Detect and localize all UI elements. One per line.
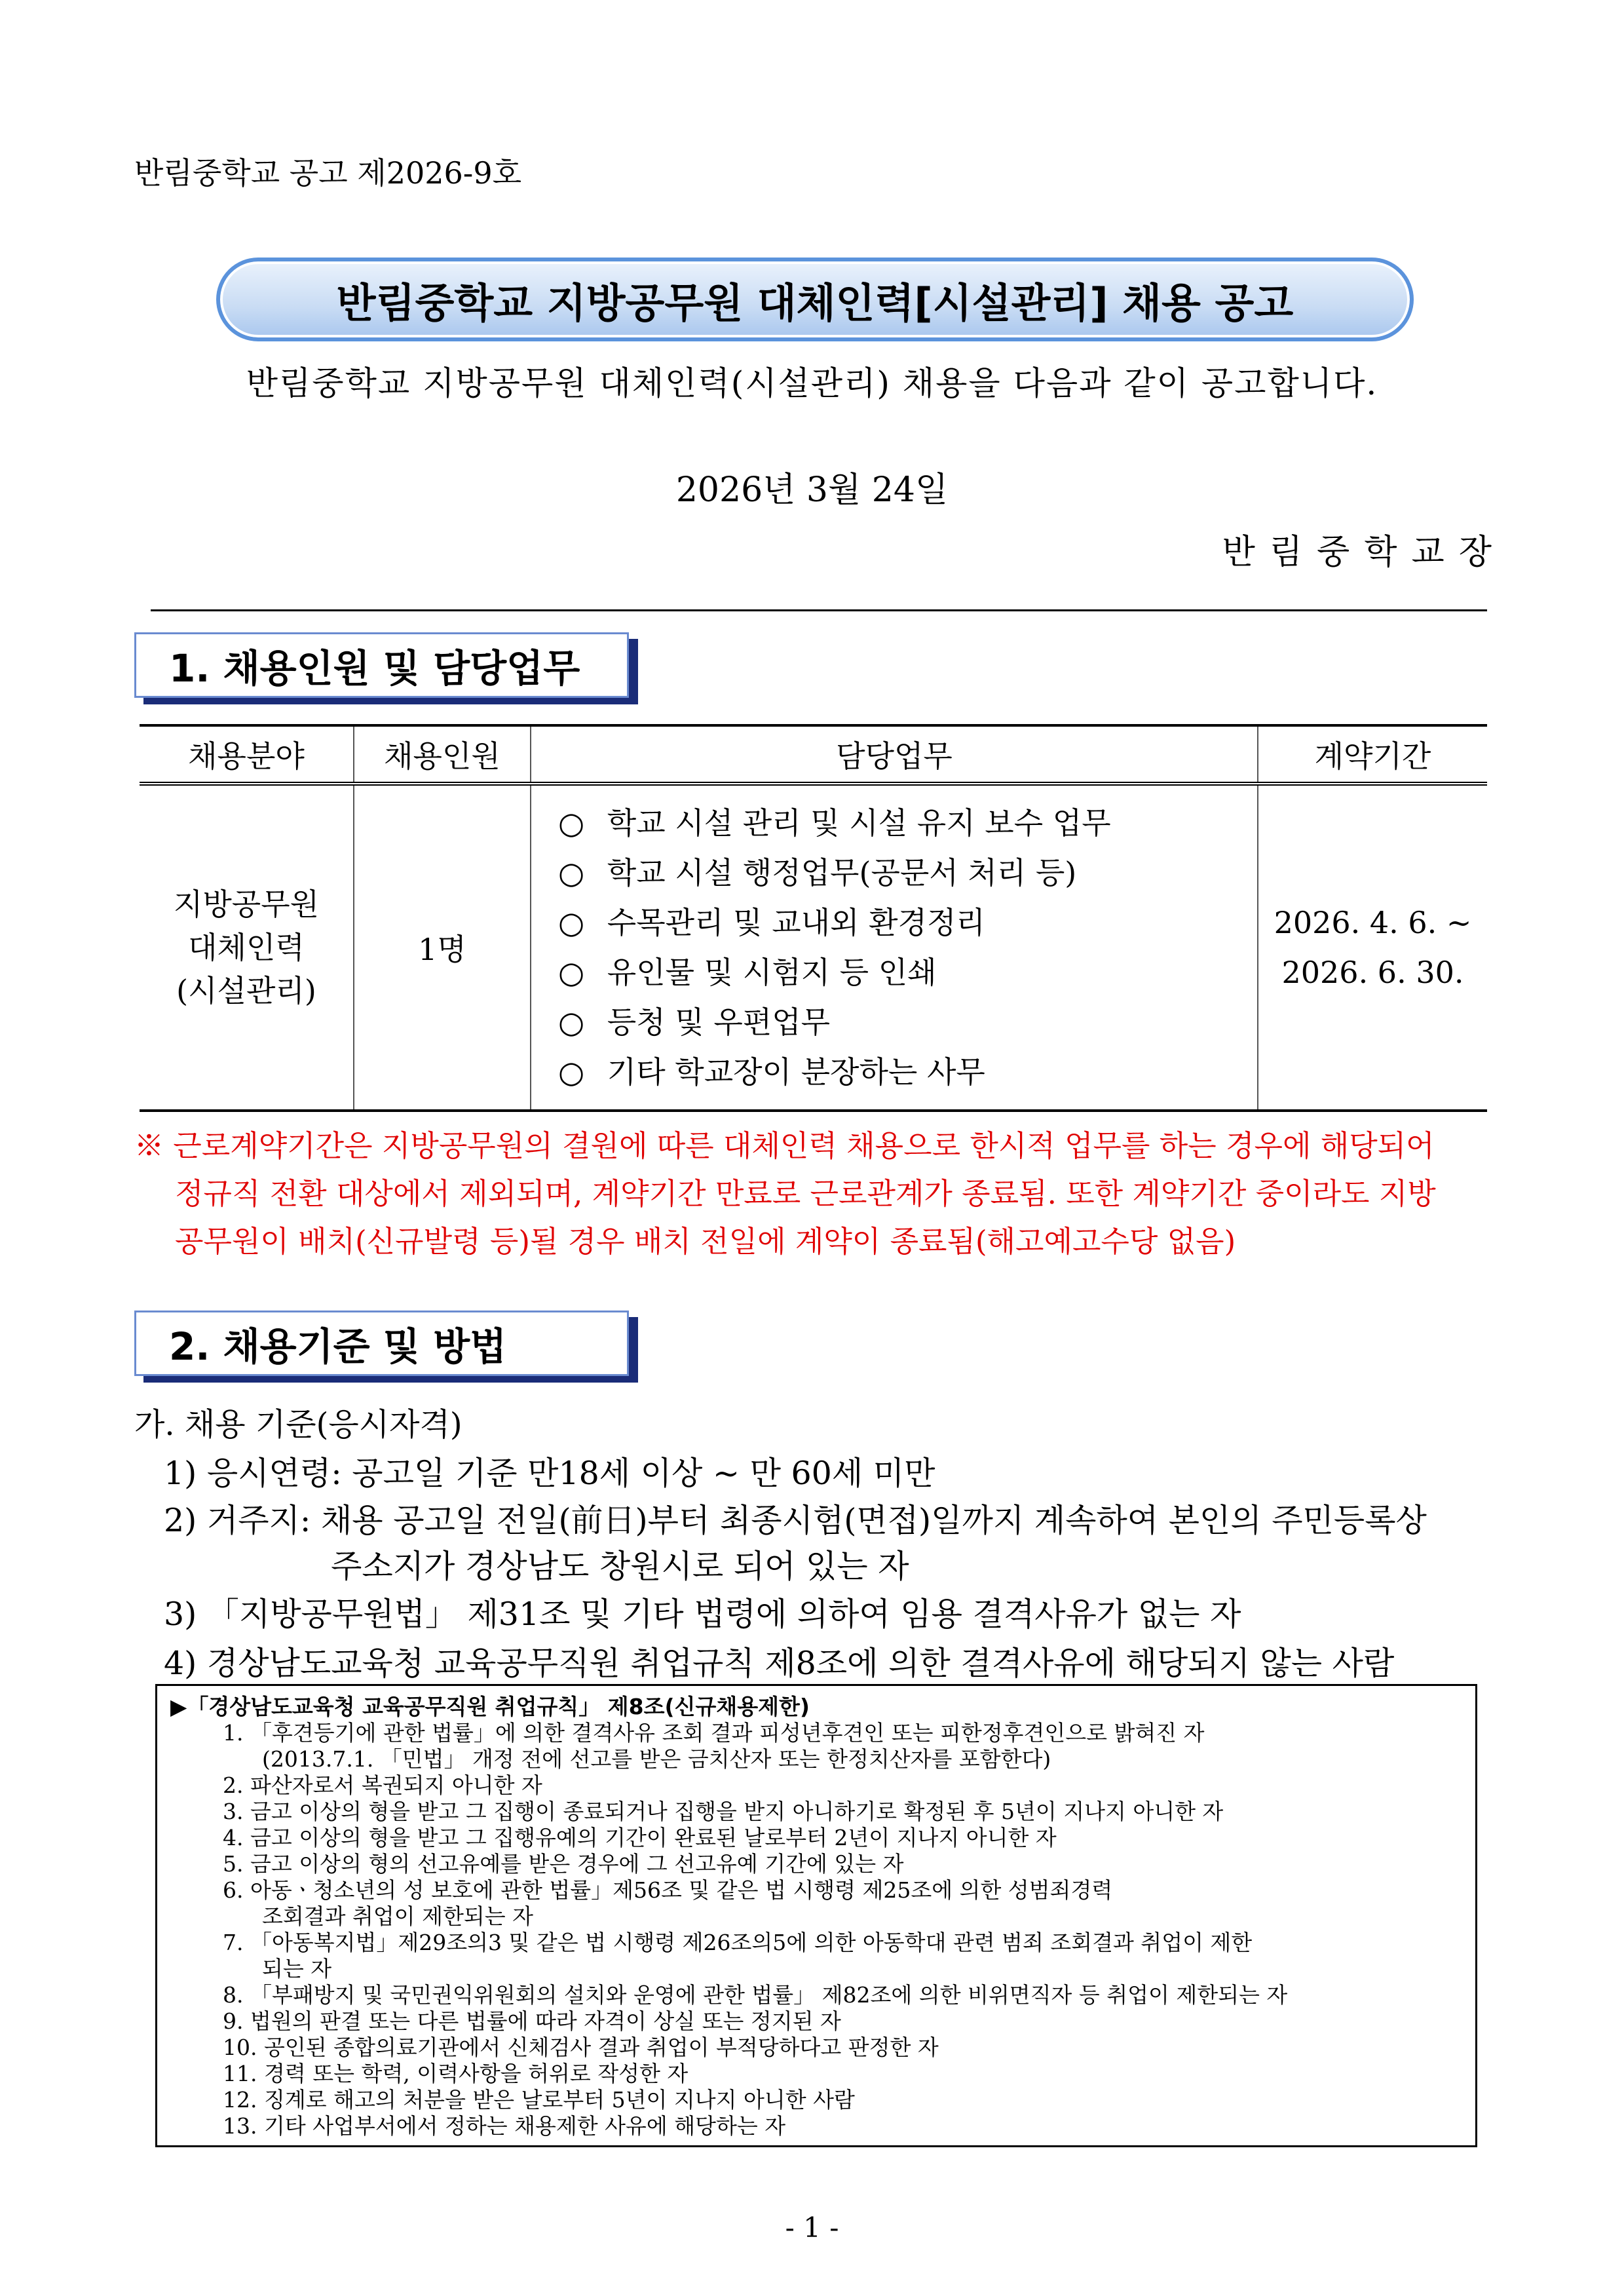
duty-item: ○ 등청 및 우편업무: [558, 997, 1256, 1047]
rule-line: 9. 법원의 판결 또는 다른 법률에 따라 자격이 상실 또는 정지된 자: [223, 2008, 841, 2034]
staffing-table: [140, 724, 1487, 1112]
rule-line: 12. 징계로 해고의 처분을 받은 날로부터 5년이 지나지 아니한 사람: [223, 2087, 855, 2113]
field-line: (시설관리): [176, 973, 316, 1008]
page-number: - 1 -: [785, 2211, 839, 2244]
rule-line: 10. 공인된 종합의료기관에서 신체검사 결과 취업이 부적당하다고 판정한 자: [223, 2035, 939, 2060]
criterion-law: 3) 「지방공무원법」 제31조 및 기타 법령에 의하여 임용 결격사유가 없는 자: [164, 1596, 1241, 1633]
field-cell: [140, 784, 354, 1111]
warning-line: ※ 근로계약기간은 지방공무원의 결원에 따른 대체인력 채용으로 한시적 업무를 하는 경우에 해당되어: [134, 1128, 1435, 1163]
rule-line: 11. 경력 또는 학력, 이력사항을 허위로 작성한 자: [223, 2061, 689, 2086]
duty-item: ○ 학교 시설 관리 및 시설 유지 보수 업무: [558, 798, 1256, 848]
header-period: 계약기간: [1258, 725, 1487, 784]
header-field: 채용분야: [140, 725, 354, 784]
intro-text: 반림중학교 지방공무원 대체인력(시설관리) 채용을 다음과 같이 공고합니다.: [246, 364, 1378, 402]
employment-rule-box: [155, 1684, 1477, 2147]
period-line: 2026. 6. 30.: [1281, 955, 1464, 990]
duties-cell: [531, 784, 1258, 1111]
header-count: 채용인원: [354, 725, 531, 784]
criterion-age: 1) 응시연령: 공고일 기준 만18세 이상 ~ 만 60세 미만: [164, 1455, 935, 1492]
rule-line: (2013.7.1. 「민법」 개정 전에 선고를 받은 금치산자 또는 한정치산자를 포함한다): [262, 1746, 1051, 1772]
notice-number: 반림중학교 공고 제2026-9호: [134, 155, 522, 191]
rule-line: 5. 금고 이상의 형의 선고유예를 받은 경우에 그 선고유예 기간에 있는 자: [223, 1851, 904, 1877]
notice-date: 2026년 3월 24일: [675, 470, 949, 510]
criteria-title: 가. 채용 기준(응시자격): [134, 1406, 463, 1443]
section-1-heading: [134, 632, 629, 698]
section-1-title: 1. 채용인원 및 담당업무: [169, 646, 580, 691]
principal-signature: 반림중학교장: [1222, 533, 1506, 572]
table-row: [140, 784, 1487, 1111]
document-title: 반림중학교 지방공무원 대체인력[시설관리] 채용 공고: [336, 278, 1294, 327]
table-header-row: [140, 725, 1487, 784]
criterion-residence-cont: 주소지가 경상남도 창원시로 되어 있는 자: [331, 1548, 909, 1585]
warning-line: 정규직 전환 대상에서 제외되며, 계약기간 만료로 근로관계가 종료됨. 또한 계약기간 중이라도 지방: [175, 1176, 1436, 1211]
rule-line: 되는 자: [262, 1956, 332, 1981]
warning-line: 공무원이 배치(신규발령 등)될 경우 배치 전일에 계약이 종료됨(해고예고수당 없음): [175, 1224, 1236, 1259]
rule-line: 1. 「후견등기에 관한 법률」에 의한 결격사유 조회 결과 피성년후견인 또는 피한정후견인으로 밝혀진 자: [223, 1720, 1205, 1746]
duties-list: [532, 786, 1256, 1109]
section-2-title: 2. 채용기준 및 방법: [169, 1324, 507, 1369]
rule-lines: [170, 1720, 1462, 2139]
field-line: 지방공무원: [173, 887, 320, 922]
header-divider: [151, 609, 1487, 611]
rule-line: 2. 파산자로서 복권되지 아니한 자: [223, 1772, 542, 1798]
rule-line: 6. 아동ㆍ청소년의 성 보호에 관한 법률」제56조 및 같은 법 시행령 제25조에 의한 성범죄경력: [223, 1877, 1113, 1903]
duty-item: ○ 유인물 및 시험지 등 인쇄: [558, 947, 1256, 997]
duty-item: ○ 수목관리 및 교내외 환경정리: [558, 898, 1256, 947]
section-2-heading: [134, 1311, 629, 1376]
rule-line: 7. 「아동복지법」제29조의3 및 같은 법 시행령 제26조의5에 의한 아동학대 관련 범죄 조회결과 취업이 제한: [223, 1930, 1253, 1955]
criterion-residence: 2) 거주지: 채용 공고일 전일(前日)부터 최종시험(면접)일까지 계속하여 본인의 주민등록상: [164, 1502, 1427, 1539]
title-banner: [216, 258, 1414, 341]
period-cell: [1258, 784, 1487, 1111]
rule-box-title: ▶「경상남도교육청 교육공무직원 취업규칙」 제8조(신규채용제한): [170, 1694, 810, 1719]
period-line: 2026. 4. 6. ~: [1274, 905, 1472, 940]
duty-item: ○ 학교 시설 행정업무(공문서 처리 등): [558, 848, 1256, 898]
count-cell: 1명: [354, 784, 531, 1111]
rule-line: 4. 금고 이상의 형을 받고 그 집행유예의 기간이 완료된 날로부터 2년이 지나지 아니한 자: [223, 1825, 1057, 1850]
rule-line: 3. 금고 이상의 형을 받고 그 집행이 종료되거나 집행을 받지 아니하기로 확정된 후 5년이 지나지 아니한 자: [223, 1799, 1224, 1824]
rule-line: 13. 기타 사업부서에서 정하는 채용제한 사유에 해당하는 자: [223, 2113, 786, 2139]
header-duties: 담당업무: [531, 725, 1258, 784]
rule-line: 8. 「부패방지 및 국민권익위원회의 설치와 운영에 관한 법률」 제82조에 의한 비위면직자 등 취업이 제한되는 자: [223, 1982, 1288, 2008]
field-line: 대체인력: [188, 930, 305, 965]
criterion-rules: 4) 경상남도교육청 교육공무직원 취업규칙 제8조에 의한 결격사유에 해당되지 않는 사람: [164, 1645, 1395, 1682]
duty-item: ○ 기타 학교장이 분장하는 사무: [558, 1047, 1256, 1097]
contract-warning: [134, 1122, 1494, 1265]
rule-line: 조회결과 취업이 제한되는 자: [262, 1904, 534, 1929]
